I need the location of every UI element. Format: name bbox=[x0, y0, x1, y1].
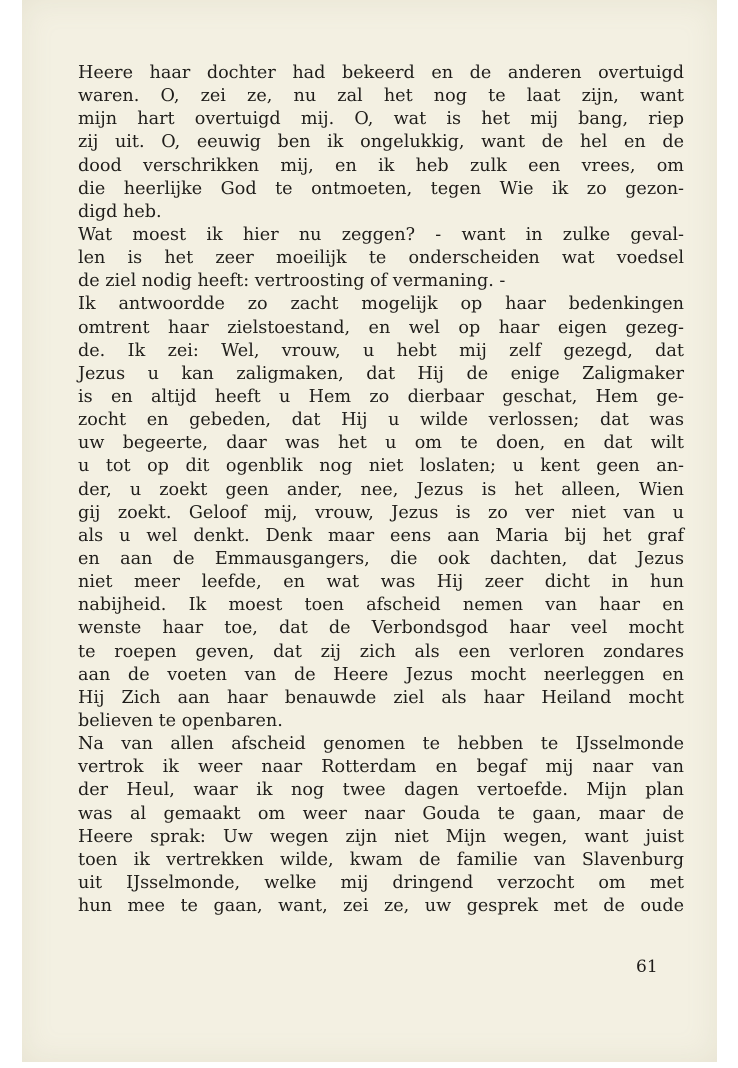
text-line: is en altijd heeft u Hem zo dierbaar geschat, Hem ge- bbox=[78, 386, 684, 407]
text-line: len is het zeer moeilijk te onderscheiden wat voedsel bbox=[78, 248, 684, 269]
text-line: Wat moest ik hier nu zeggen? - want in zulke geval- bbox=[78, 224, 684, 245]
text-line: Na van allen afscheid genomen te hebben te IJsselmonde bbox=[78, 734, 684, 755]
text-line: nabijheid. Ik moest toen afscheid nemen van haar en bbox=[78, 595, 684, 616]
text-line: wenste haar toe, dat de Verbondsgod haar veel mocht bbox=[78, 618, 684, 639]
text-line: toen ik vertrekken wilde, kwam de familie van Slavenburg bbox=[78, 849, 684, 870]
text-line: die heerlijke God te ontmoeten, tegen Wie ik zo gezon- bbox=[78, 178, 684, 199]
body-text bbox=[78, 62, 684, 918]
text-line: zocht en gebeden, dat Hij u wilde verlossen; dat was bbox=[78, 410, 684, 431]
text-line: niet meer leefde, en wat was Hij zeer dicht in hun bbox=[78, 572, 684, 593]
text-line: en aan de Emmausgangers, die ook dachten, dat Jezus bbox=[78, 548, 684, 569]
text-line: uit IJsselmonde, welke mij dringend verzocht om met bbox=[78, 872, 684, 893]
text-line: der Heul, waar ik nog twee dagen vertoefde. Mijn plan bbox=[78, 780, 684, 801]
text-line: Heere haar dochter had bekeerd en de anderen overtuigd bbox=[78, 63, 684, 83]
text-line: Hij Zich aan haar benauwde ziel als haar Heiland mocht bbox=[78, 687, 684, 708]
text-line: Ik antwoordde zo zacht mogelijk op haar bedenkingen bbox=[78, 294, 684, 315]
text-line: was al gemaakt om weer naar Gouda te gaan, maar de bbox=[78, 803, 684, 824]
text-line: als u wel denkt. Denk maar eens aan Maria bij het graf bbox=[78, 525, 684, 546]
book-page bbox=[22, 0, 717, 1062]
text-line: de ziel nodig heeft: vertroosting of vermaning. - bbox=[78, 271, 506, 292]
text-line: waren. O, zei ze, nu zal het nog te laat zijn, want bbox=[78, 86, 684, 107]
text-line: hun mee te gaan, want, zei ze, uw gesprek met de oude bbox=[78, 896, 684, 917]
text-line: digd heb. bbox=[78, 201, 162, 222]
text-line: aan de voeten van de Heere Jezus mocht neerleggen en bbox=[78, 664, 684, 685]
text-line: Heere sprak: Uw wegen zijn niet Mijn wegen, want juist bbox=[78, 826, 684, 847]
text-line: gij zoekt. Geloof mij, vrouw, Jezus is zo ver niet van u bbox=[78, 502, 684, 523]
text-line: uw begeerte, daar was het u om te doen, en dat wilt bbox=[78, 433, 684, 454]
text-line: der, u zoekt geen ander, nee, Jezus is het alleen, Wien bbox=[78, 479, 684, 500]
page-number: 61 bbox=[636, 957, 658, 977]
text-line: mijn hart overtuigd mij. O, wat is het mij bang, riep bbox=[78, 109, 684, 130]
text-line: de. Ik zei: Wel, vrouw, u hebt mij zelf gezegd, dat bbox=[78, 340, 684, 361]
text-line: omtrent haar zielstoestand, en wel op haar eigen gezeg- bbox=[78, 317, 684, 338]
text-line: te roepen geven, dat zij zich als een verloren zondares bbox=[78, 641, 684, 662]
text-line: dood verschrikken mij, en ik heb zulk een vrees, om bbox=[78, 155, 684, 176]
text-line: vertrok ik weer naar Rotterdam en begaf mij naar van bbox=[78, 757, 684, 778]
text-line: u tot op dit ogenblik nog niet loslaten; u kent geen an- bbox=[78, 456, 684, 477]
text-line: believen te openbaren. bbox=[78, 710, 283, 731]
text-line: Jezus u kan zaligmaken, dat Hij de enige Zaligmaker bbox=[78, 363, 684, 384]
text-line: zij uit. O, eeuwig ben ik ongelukkig, want de hel en de bbox=[78, 132, 684, 153]
